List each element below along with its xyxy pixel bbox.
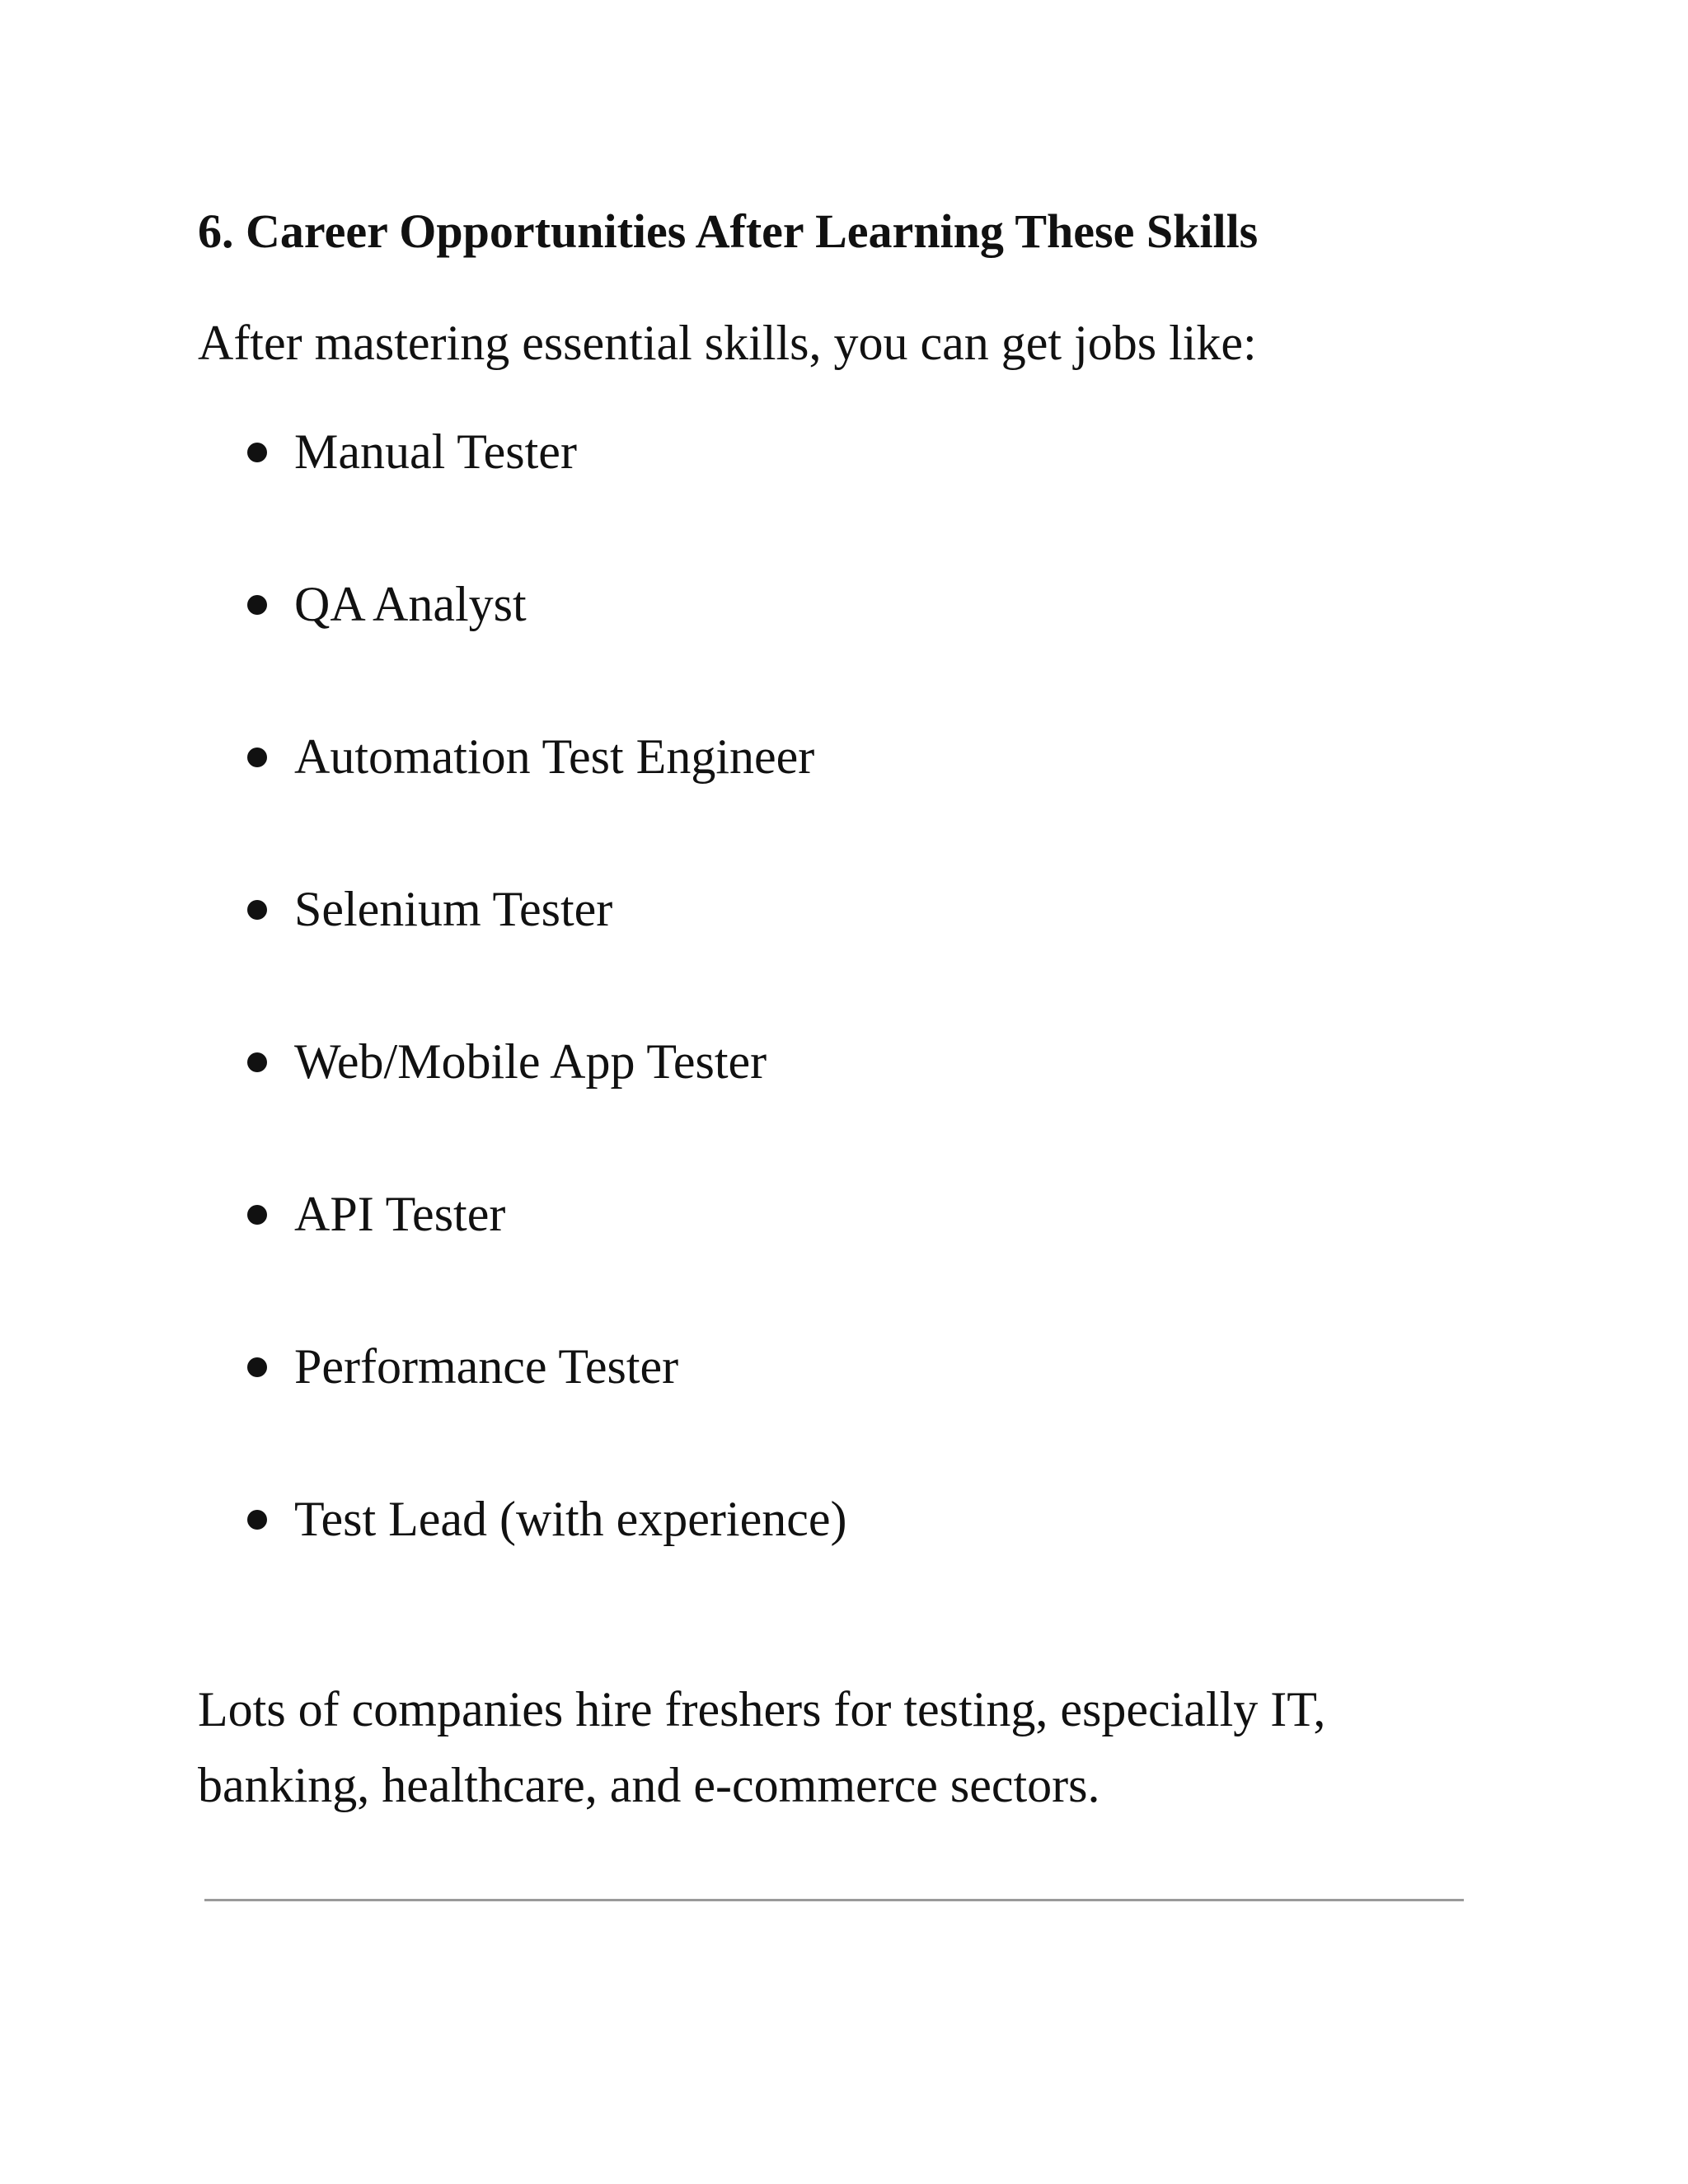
job-title: Web/Mobile App Tester [294, 1034, 767, 1089]
bullet-icon [247, 595, 267, 615]
job-title: Performance Tester [294, 1339, 679, 1394]
bullet-icon [247, 748, 267, 767]
bullet-icon [247, 1357, 267, 1377]
intro-paragraph: After mastering essential skills, you can get jobs like: [198, 316, 1257, 370]
job-title: Automation Test Engineer [294, 729, 815, 784]
horizontal-divider [204, 1899, 1464, 1901]
bullet-icon [247, 1510, 267, 1530]
job-title: API Tester [294, 1187, 506, 1241]
job-title: QA Analyst [294, 577, 527, 631]
closing-paragraph: Lots of companies hire freshers for testing, especially IT, banking, healthcare, and e-commerce sectors. [198, 1682, 1326, 1812]
bullet-icon [247, 443, 267, 462]
bullet-icon [247, 1205, 267, 1225]
bullet-icon [247, 1052, 267, 1072]
job-title: Test Lead (with experience) [294, 1492, 847, 1546]
job-title: Manual Tester [294, 424, 577, 479]
bullet-icon [247, 900, 267, 920]
job-title: Selenium Tester [294, 882, 613, 936]
section-heading: 6. Career Opportunities After Learning These Skills [198, 204, 1259, 258]
